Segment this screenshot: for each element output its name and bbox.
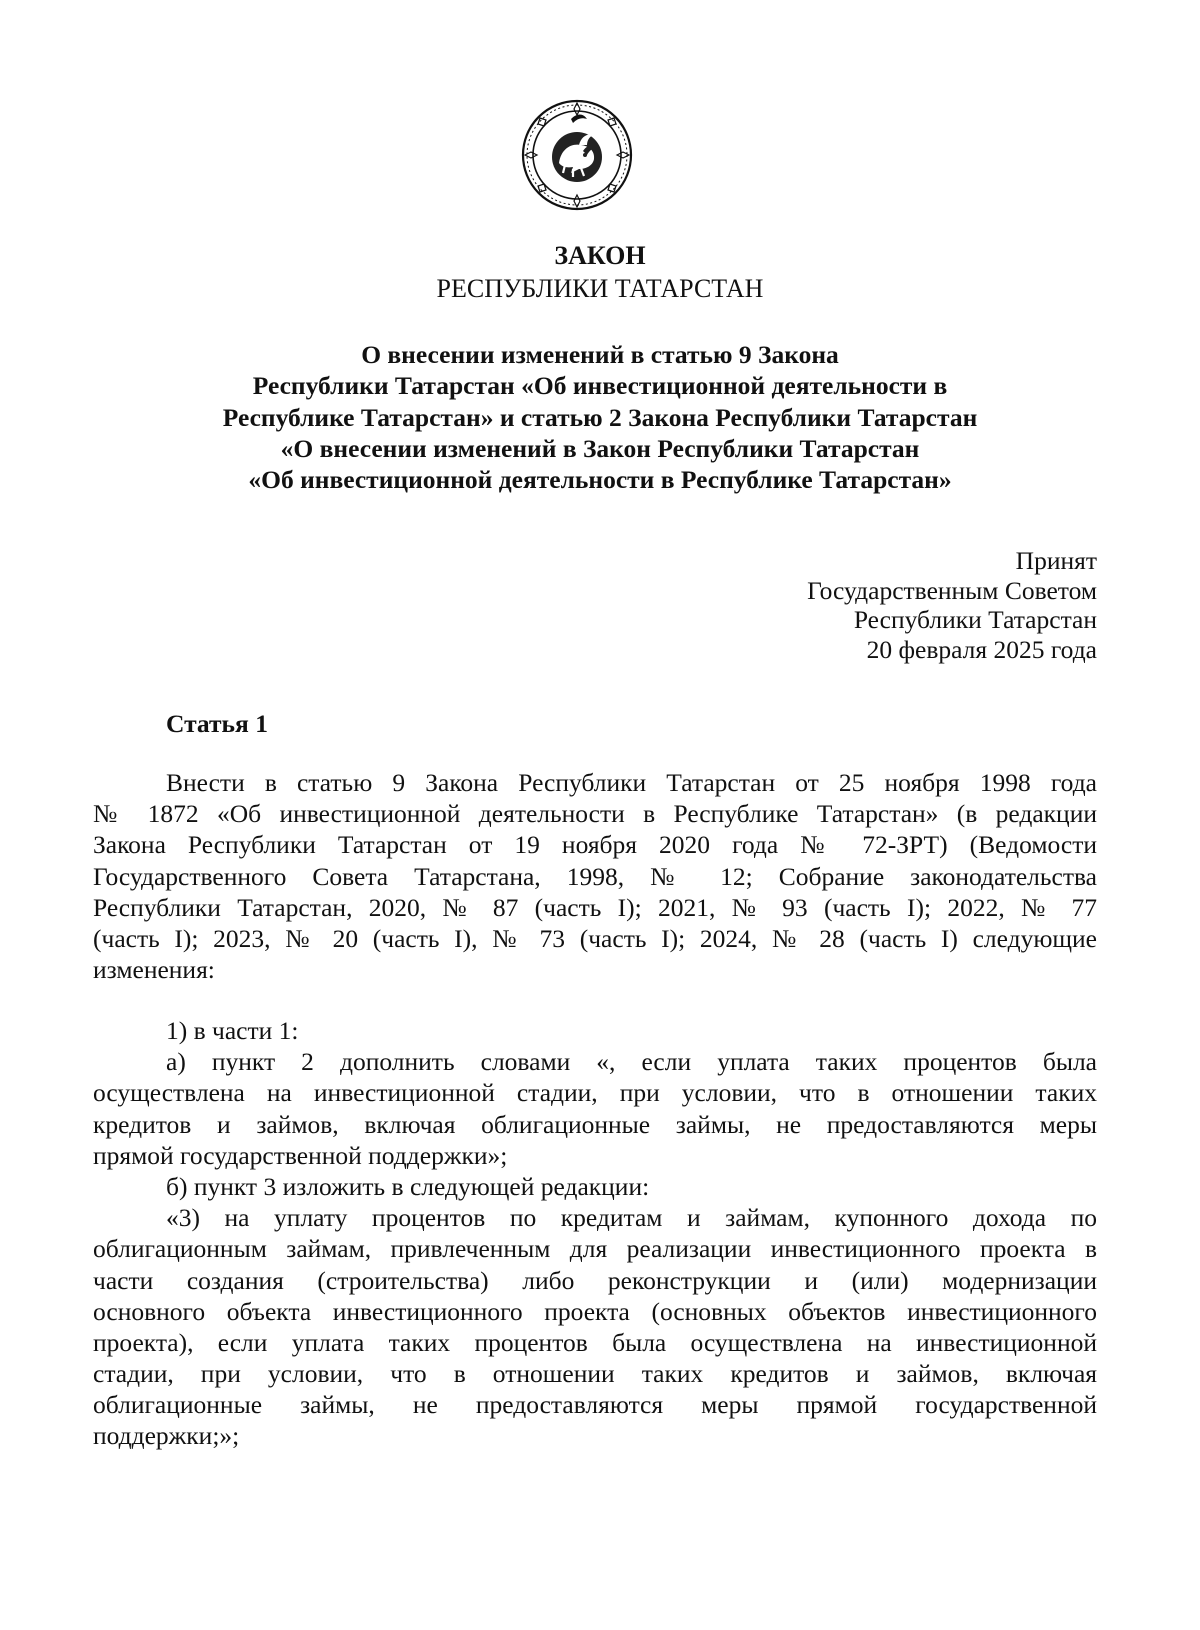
law-subject-title bbox=[0, 339, 1200, 495]
text-line: основного объекта инвестиционного проекта (основных объектов инвестиционного bbox=[93, 1296, 1097, 1326]
list-item: 1) в части 1: bbox=[166, 1016, 299, 1045]
article-intro-paragraph bbox=[93, 767, 1097, 985]
text-line: стадии, при условии, что в отношении таких кредитов и займов, включая bbox=[93, 1359, 1097, 1389]
law-type-title: ЗАКОН bbox=[554, 241, 646, 270]
text-line: осуществлена на инвестиционной стадии, при условии, что в отношении таких bbox=[93, 1078, 1097, 1108]
text-line: проекта), если уплата таких процентов была осуществлена на инвестиционной bbox=[93, 1327, 1097, 1357]
subject-line: «О внесении изменений в Закон Республики Татарстан bbox=[280, 433, 920, 463]
article-heading: Статья 1 bbox=[166, 709, 268, 738]
text-line: облигационные займы, не предоставляются меры прямой государственной bbox=[93, 1390, 1097, 1420]
text-line: облигационным займам, привлеченным для реализации инвестиционного проекта в bbox=[93, 1234, 1097, 1264]
text-line: а) пункт 2 дополнить словами «, если уплата таких процентов была bbox=[166, 1047, 1097, 1077]
adoption-note bbox=[807, 546, 1097, 664]
subject-line: Республики Татарстан «Об инвестиционной деятельности в bbox=[252, 371, 948, 401]
adoption-line: Государственным Советом bbox=[807, 575, 1097, 605]
text-line: Закона Республики Татарстан от 19 ноября 2020 года № 72-ЗРТ) (Ведомости bbox=[93, 830, 1097, 860]
text-line: № 1872 «Об инвестиционной деятельности в Республике Татарстан» (в редакции bbox=[93, 799, 1097, 829]
subject-line: Республике Татарстан» и статью 2 Закона Республики Татарстан bbox=[222, 402, 978, 432]
text-line: прямой государственной поддержки»; bbox=[93, 1140, 508, 1170]
text-line: изменения: bbox=[93, 955, 215, 985]
adoption-line: Принят bbox=[1015, 546, 1097, 575]
subject-line: «Об инвестиционной деятельности в Республике Татарстан» bbox=[248, 465, 952, 495]
text-line: Государственного Совета Татарстана, 1998, № 12; Собрание законодательства bbox=[93, 861, 1097, 891]
text-line: (часть I); 2023, № 20 (часть I), № 73 (часть I); 2024, № 28 (часть I) следующие bbox=[93, 923, 1097, 953]
text-line: поддержки;»; bbox=[93, 1421, 240, 1451]
text-line: части создания (строительства) либо реконструкции и (или) модернизации bbox=[93, 1265, 1097, 1295]
adoption-line: Республики Татарстан bbox=[853, 605, 1097, 634]
text-line: Республики Татарстан, 2020, № 87 (часть I); 2021, № 93 (часть I); 2022, № 77 bbox=[93, 892, 1097, 922]
subject-line: О внесении изменений в статью 9 Закона bbox=[361, 340, 839, 369]
tatarstan-coat-of-arms-icon bbox=[521, 99, 633, 211]
adoption-date: 20 февраля 2025 года bbox=[866, 634, 1097, 664]
text-line: «3) на уплату процентов по кредитам и займам, купонного дохода по bbox=[166, 1203, 1097, 1233]
law-region-title: РЕСПУБЛИКИ ТАТАРСТАН bbox=[436, 274, 764, 303]
text-line: кредитов и займов, включая облигационные займы, не предоставляются меры bbox=[93, 1109, 1097, 1139]
list-item: б) пункт 3 изложить в следующей редакции: bbox=[166, 1171, 650, 1201]
text-line: Внести в статью 9 Закона Республики Татарстан от 25 ноября 1998 года bbox=[166, 768, 1097, 797]
article-changes-list bbox=[93, 1015, 1097, 1452]
